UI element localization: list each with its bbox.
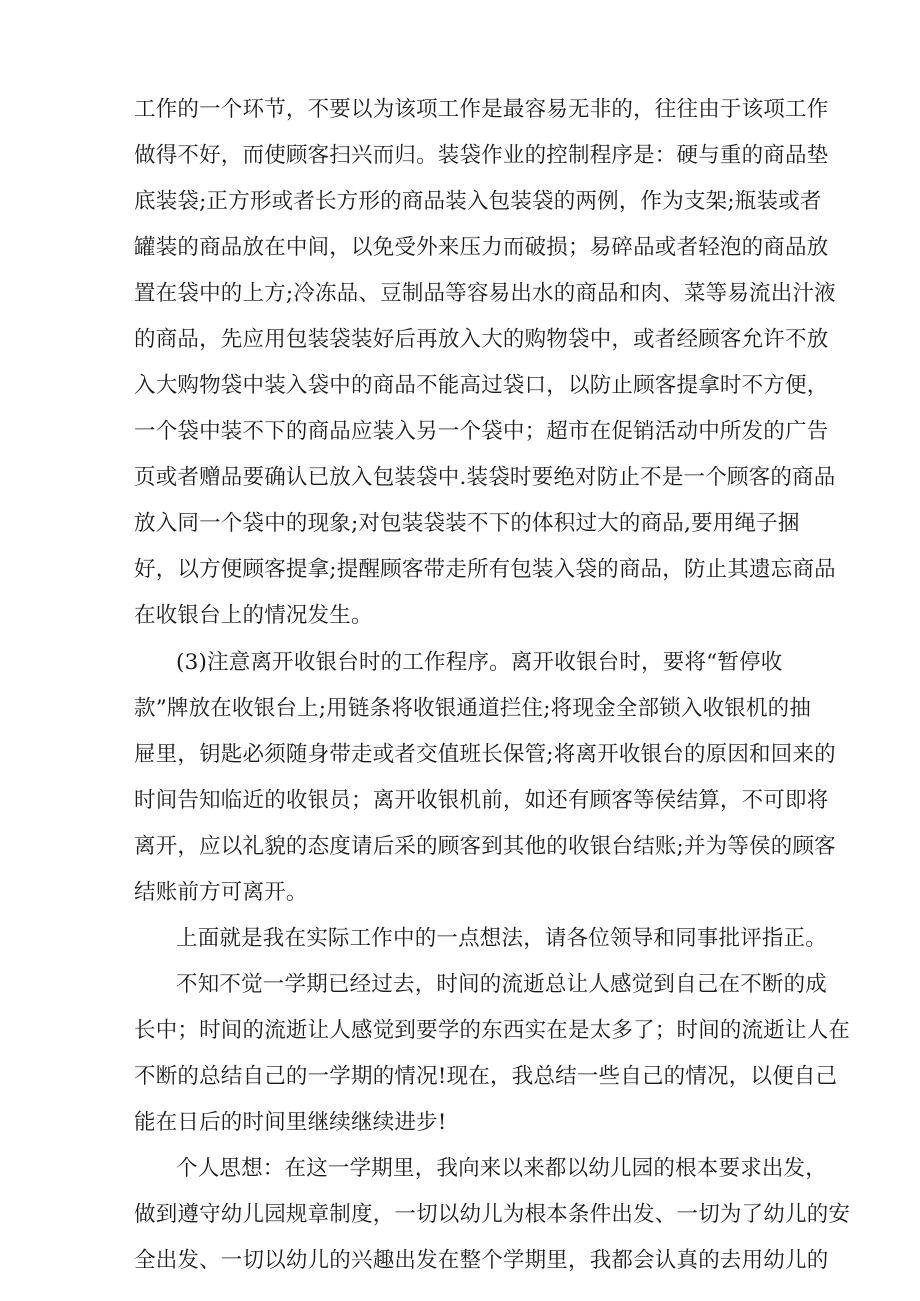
text-line: 置在袋中的上方;冷冻品、豆制品等容易出水的商品和肉、菜等易流出汁液 [134,281,836,306]
text-line: 做得不好，而使顾客扫兴而归。装袋作业的控制程序是：硬与重的商品垫 [134,143,829,168]
text-line: 工作的一个环节，不要以为该项工作是最容易无非的，往往由于该项工作 [134,97,829,122]
text-line: 罐装的商品放在中间，以免受外来压力而破损；易碎品或者轻泡的商品放 [134,235,829,260]
paragraph-start-line: (3)注意离开收银台时的工作程序。离开收银台时，要将“暂停收 [176,650,783,675]
text-line: 在收银台上的情况发生。 [134,603,373,628]
text-line: 款”牌放在收银台上;用链条将收银通道拦住;将现金全部锁入收银机的抽 [134,696,812,721]
text-line: 好，以方便顾客提拿;提醒顾客带走所有包装入袋的商品，防止其遗忘商品 [134,557,836,582]
text-line: 全出发、一切以幼儿的兴趣出发在整个学期里，我都会认真的去用幼儿的 [134,1248,829,1273]
text-line: 页或者赠品要确认已放入包装袋中.装袋时要绝对防止不是一个顾客的商品 [134,465,836,490]
text-line: 能在日后的时间里继续继续进步! [134,1110,447,1135]
text-line: 不断的总结自己的一学期的情况!现在，我总结一些自己的情况，以便自己 [134,1064,838,1089]
paragraph-start-line: 个人思想：在这一学期里，我向来以来都以幼儿园的根本要求出发， [176,1156,828,1181]
text-line: 做到遵守幼儿园规章制度，一切以幼儿为根本条件出发、一切为了幼儿的安 [134,1202,851,1227]
text-line: 结账前方可离开。 [134,880,308,905]
text-line: 放入同一个袋中的现象;对包装袋装不下的体积过大的商品,要用绳子捆 [134,511,800,536]
text-line: 底装袋;正方形或者长方形的商品装入包装袋的两例，作为支架;瓶装或者 [134,189,822,214]
text-line: 入大购物袋中装入袋中的商品不能高过袋口，以防止顾客提拿时不方便， [134,373,829,398]
text-line: 长中；时间的流逝让人感觉到要学的东西实在是太多了；时间的流逝让人在 [134,1018,851,1043]
text-line: 一个袋中装不下的商品应装入另一个袋中；超市在促销活动中所发的广告 [134,419,829,444]
text-line: 的商品，先应用包装袋装好后再放入大的购物袋中，或者经顾客允许不放 [134,327,829,352]
paragraph-start-line: 不知不觉一学期已经过去，时间的流逝总让人感觉到自己在不断的成 [176,972,828,997]
text-line: 时间告知临近的收银员；离开收银机前，如还有顾客等侯结算，不可即将 [134,788,829,813]
text-line: 屉里，钥匙必须随身带走或者交值班长保管;将离开收银台的原因和回来的 [134,742,836,767]
text-line: 离开，应以礼貌的态度请后采的顾客到其他的收银台结账;并为等侯的顾客 [134,834,836,859]
paragraph-start-line: 上面就是我在实际工作中的一点想法，请各位领导和同事批评指正。 [176,926,828,951]
